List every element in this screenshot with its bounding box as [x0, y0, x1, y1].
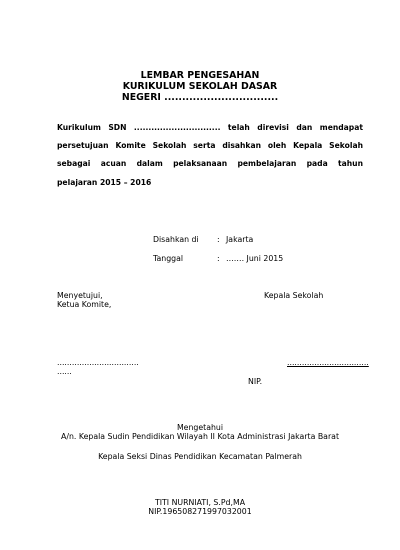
committee-chair-label: Ketua Komite,: [57, 300, 112, 309]
body-line-4: pelajaran 2015 – 2016: [57, 178, 152, 187]
office-title: A/n. Kepala Sudin Pendidikan Wilayah II Kota Administrasi Jakarta Barat: [60, 432, 339, 441]
official-nip: NIP.196508271997032001: [148, 507, 252, 516]
official-name: TITI NURNIATI, S.Pd,MA: [154, 498, 246, 507]
principal-nip-label: NIP.: [248, 377, 263, 386]
title-line-1: LEMBAR PENGESAHAN: [140, 70, 260, 81]
title-line-3: NEGERI ................................: [121, 92, 279, 103]
place-value: Jakarta: [226, 235, 254, 244]
body-line-1: Kurikulum SDN .............................. telah direvisi dan mendapat: [57, 123, 363, 132]
principal-label: Kepala Sekolah: [264, 291, 324, 300]
approver-label: Menyetujui,: [57, 291, 103, 300]
date-separator: :: [217, 254, 220, 263]
title-line-2: KURIKULUM SEKOLAH DASAR: [122, 81, 278, 92]
section-head-title: Kepala Seksi Dinas Pendidikan Kecamatan Palmerah: [98, 452, 302, 461]
committee-signature-line-cont: ......: [57, 367, 72, 376]
body-line-2: persetujuan Komite Sekolah serta disahkan oleh Kepala Sekolah: [57, 141, 363, 150]
committee-signature-line: .................................: [57, 358, 139, 367]
date-label: Tanggal: [153, 254, 184, 263]
acknowledge-label: Mengetahui: [176, 423, 224, 432]
place-separator: :: [217, 235, 220, 244]
principal-signature-line: .................................: [287, 358, 369, 367]
date-value: ……. Juni 2015: [226, 254, 284, 263]
place-label: Disahkan di: [153, 235, 199, 244]
body-line-3: sebagai acuan dalam pelaksanaan pembelajaran pada tahun: [57, 159, 363, 168]
